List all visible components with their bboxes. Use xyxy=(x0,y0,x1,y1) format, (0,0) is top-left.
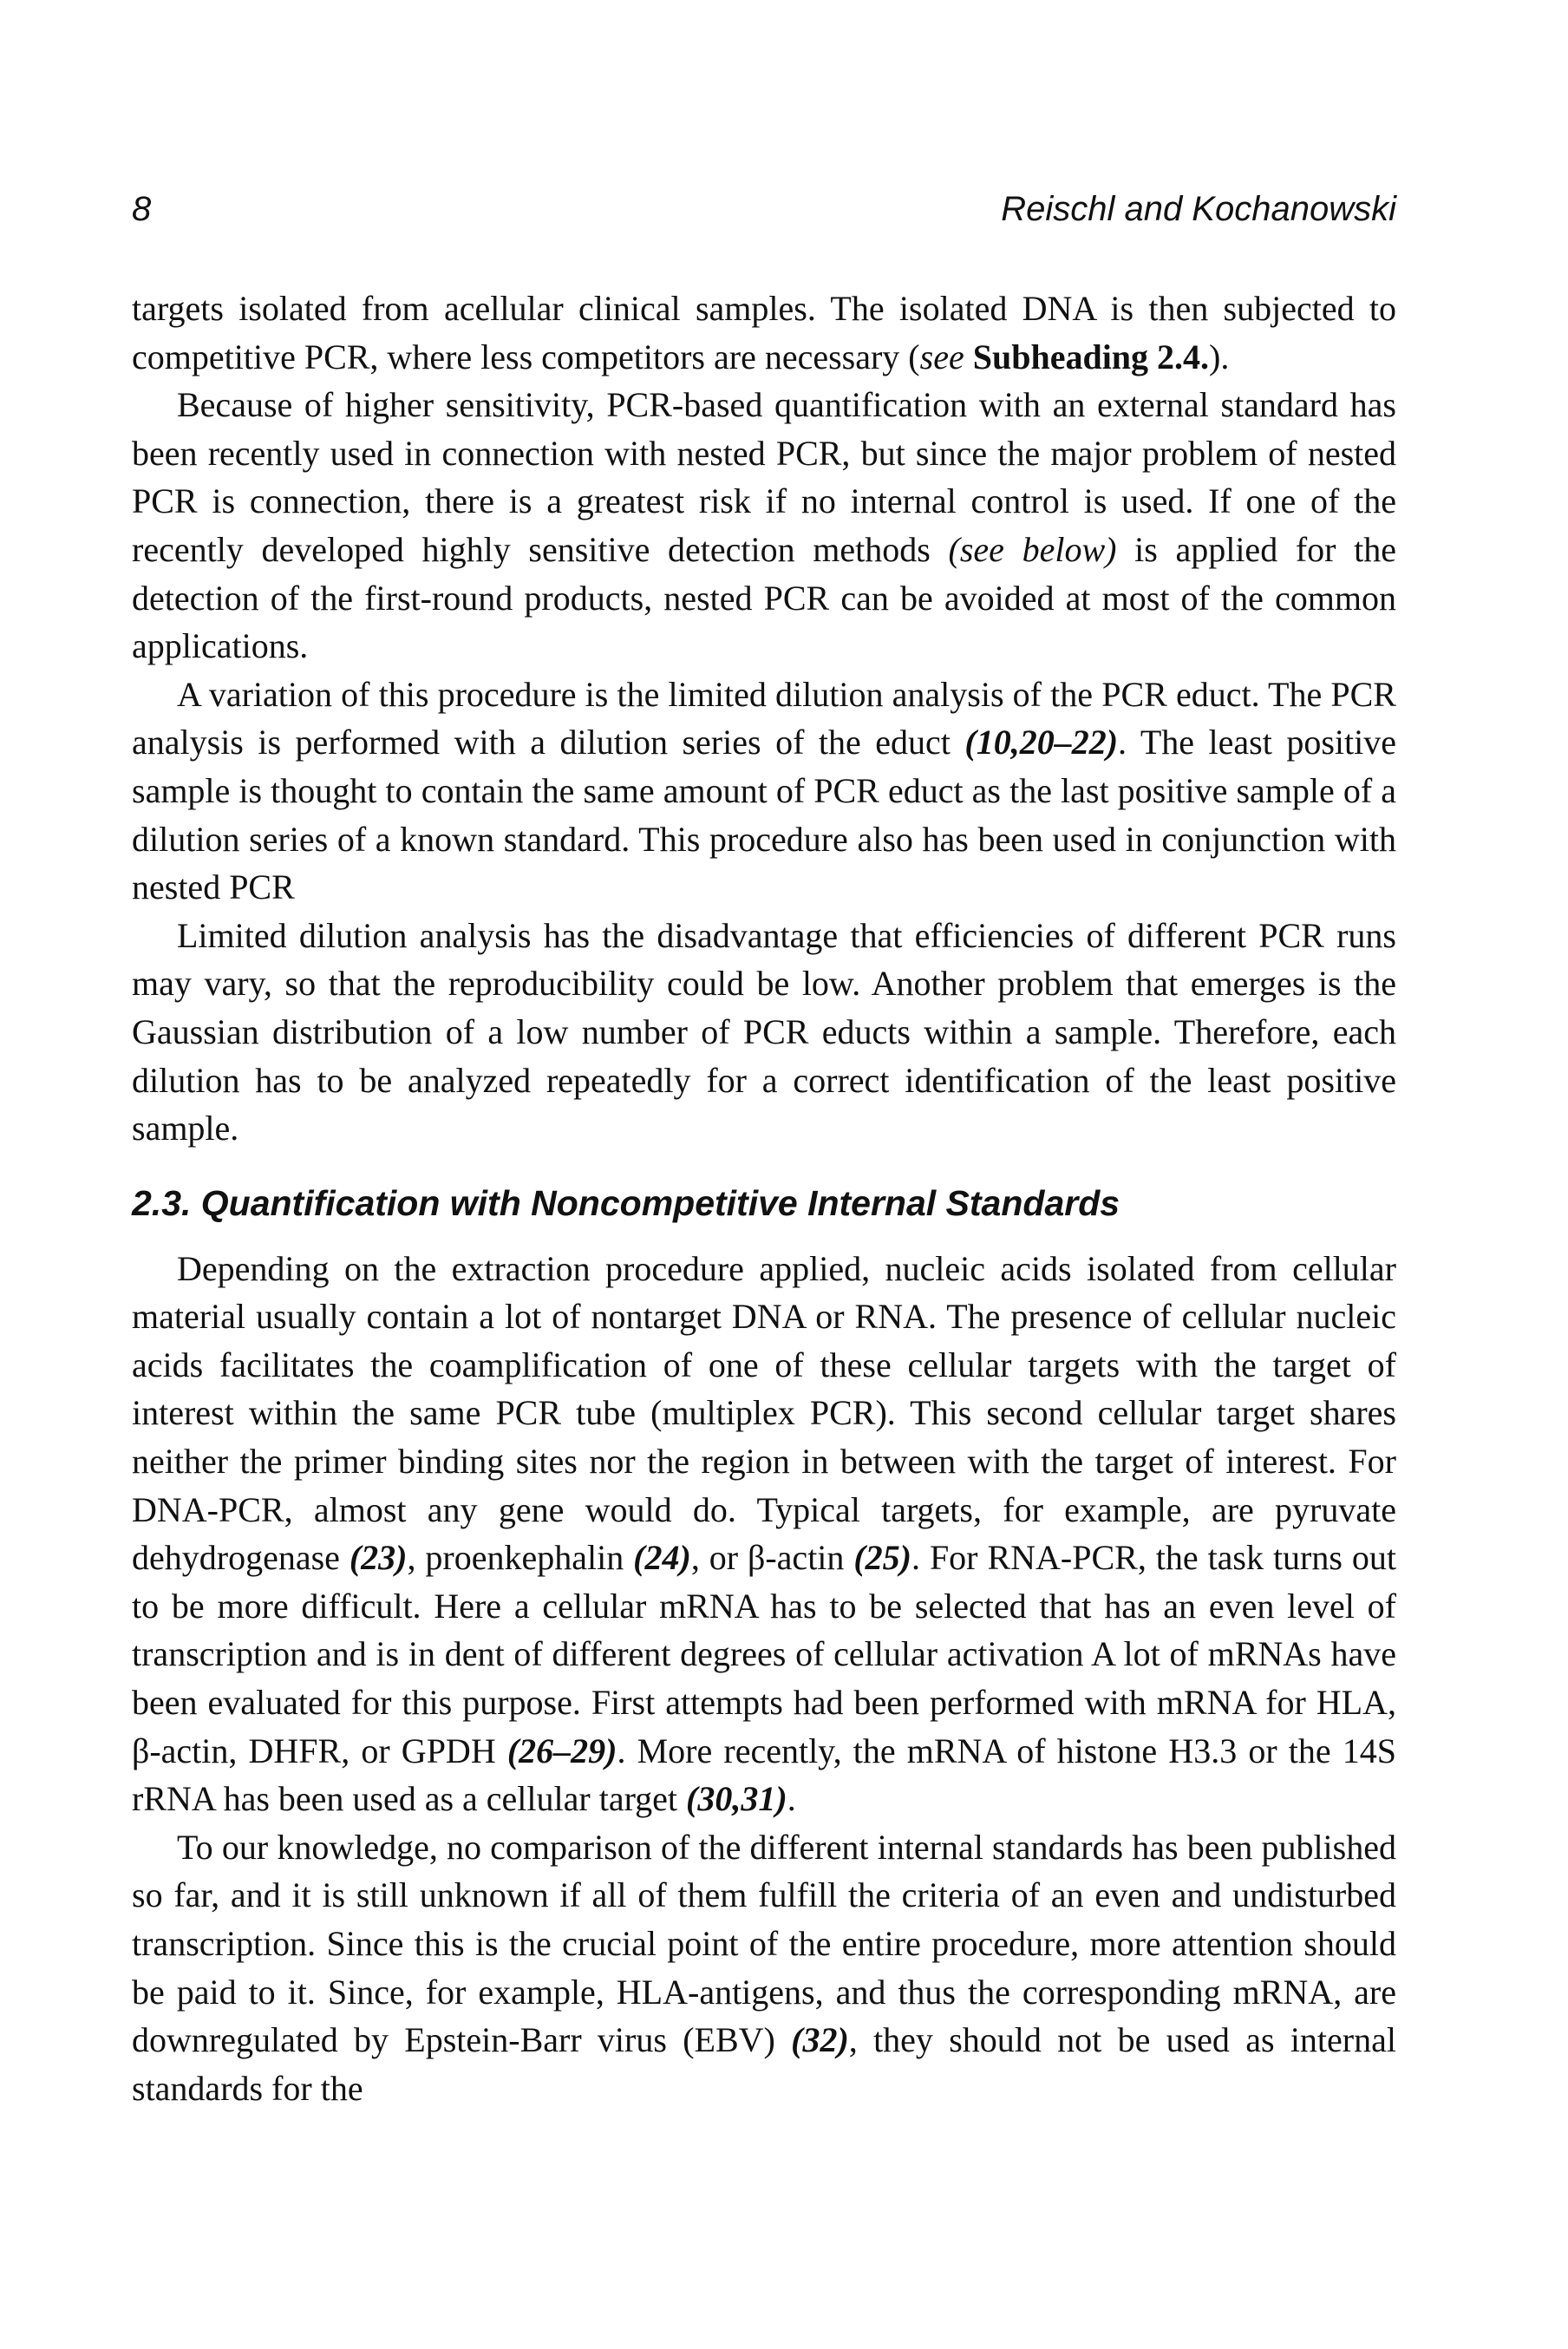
paragraph-5-text-c: , proenkephalin xyxy=(407,1538,634,1578)
paragraph-5 xyxy=(132,1245,1396,1823)
paragraph-3 xyxy=(132,671,1396,912)
paragraph-5-text-i: . More recently, the mRNA of histone H3.3 or the 14S rRNA has been used as a cellular target xyxy=(132,1731,1396,1819)
paragraph-5-text-a: Depending on the extraction procedure applied, nucleic acids isolated from cellular material usually contain a lot of nontarget DNA or RNA. The presence of cellular nucleic acids facilitates the coamplification of one of these cellular targets with the target of interest within the same PCR tube (multiplex PCR). This second cellular target shares neither the primer binding sites nor the region in between with the target of interest. For DNA-PCR, almost any gene would do. Typical targets, for example, are pyruvate dehydrogenase xyxy=(132,1248,1396,1578)
citation-23: (23) xyxy=(349,1538,408,1578)
paragraph-1-text-a: targets isolated from acellular clinical samples. The isolated DNA is then subjected to competitive PCR, where less competitors are necessary ( xyxy=(132,289,1396,376)
page-number: 8 xyxy=(132,190,152,228)
citation-24: (24) xyxy=(633,1538,691,1578)
running-head-authors: Reischl and Kochanowski xyxy=(1001,190,1396,228)
citation-26-29: (26–29) xyxy=(506,1731,617,1770)
paragraph-5-text-e: , or β-actin xyxy=(690,1538,854,1578)
running-header xyxy=(132,187,1396,248)
book-page xyxy=(132,187,1396,2112)
paragraph-3-text-c: . The least positive sample is thought to contain the same amount of PCR educt as the last positive sample of a dilution series of a known standard. This procedure also has been used in conjunction with nested PCR xyxy=(132,723,1396,907)
paragraph-4: Limited dilution analysis has the disadvantage that efficiencies of different PCR runs may vary, so that the reproducibility could be low. Another problem that emerges is the Gaussian distribution of a low number of PCR educts within a sample. Therefore, each dilution has to be analyzed repeatedly for a correct identification of the least positive sample. xyxy=(132,915,1396,1148)
citation-10-20-22: (10,20–22) xyxy=(964,723,1119,762)
citation-32: (32) xyxy=(791,2020,849,2060)
section-heading: 2.3. Quantification with Noncompetitive Internal Standards xyxy=(132,1182,1120,1223)
citation-25: (25) xyxy=(853,1538,911,1578)
subheading-reference: Subheading 2.4. xyxy=(972,337,1210,376)
paragraph-6-text-c: , they should not be used as internal standards for the xyxy=(132,2020,1396,2108)
paragraph-2-text-c: is applied for the detection of the first-round products, nested PCR can be avoided at most of the common applications. xyxy=(132,529,1397,666)
see-below-reference: (see below) xyxy=(948,529,1117,569)
paragraph-1-text-c xyxy=(964,337,973,376)
citation-30-31: (30,31) xyxy=(686,1779,787,1819)
paragraph-3-text-a: A variation of this procedure is the limited dilution analysis of the PCR educt. The PCR analysis is performed with a dilution series of the educt xyxy=(132,674,1396,762)
paragraph-1-text-e: ). xyxy=(1209,337,1230,376)
see-reference: see xyxy=(919,337,964,376)
paragraph-2 xyxy=(132,381,1396,671)
paragraph-5-text-g: . For RNA-PCR, the task turns out to be more difficult. Here a cellular mRNA has to be selected that has an even level of transcription and is in dent of different degrees of cellular activation A lot of mRNAs have been evaluated for this purpose. First attempts had been performed with mRNA for HLA, β-actin, DHFR, or GPDH xyxy=(132,1538,1396,1770)
paragraph-6-text-a: To our knowledge, no comparison of the different internal standards has been published so far, and it is still unknown if all of them fulfill the criteria of an even and undisturbed transcription. Since this is the crucial point of the entire procedure, more attention should be paid to it. Since, for example, HLA-antigens, and thus the corresponding mRNA, are downregulated by Epstein-Barr virus (EBV) xyxy=(132,1827,1396,2060)
paragraph-6 xyxy=(132,1823,1396,2113)
paragraph-5-text-k: . xyxy=(787,1779,796,1819)
paragraph-2-text-a: Because of higher sensitivity, PCR-based quantification with an external standard has been recently used in connection with nested PCR, but since the major problem of nested PCR is connection, there is a greatest risk if no internal control is used. If one of the recently developed highly sensitive detection methods xyxy=(132,385,1396,569)
paragraph-1 xyxy=(132,285,1396,381)
